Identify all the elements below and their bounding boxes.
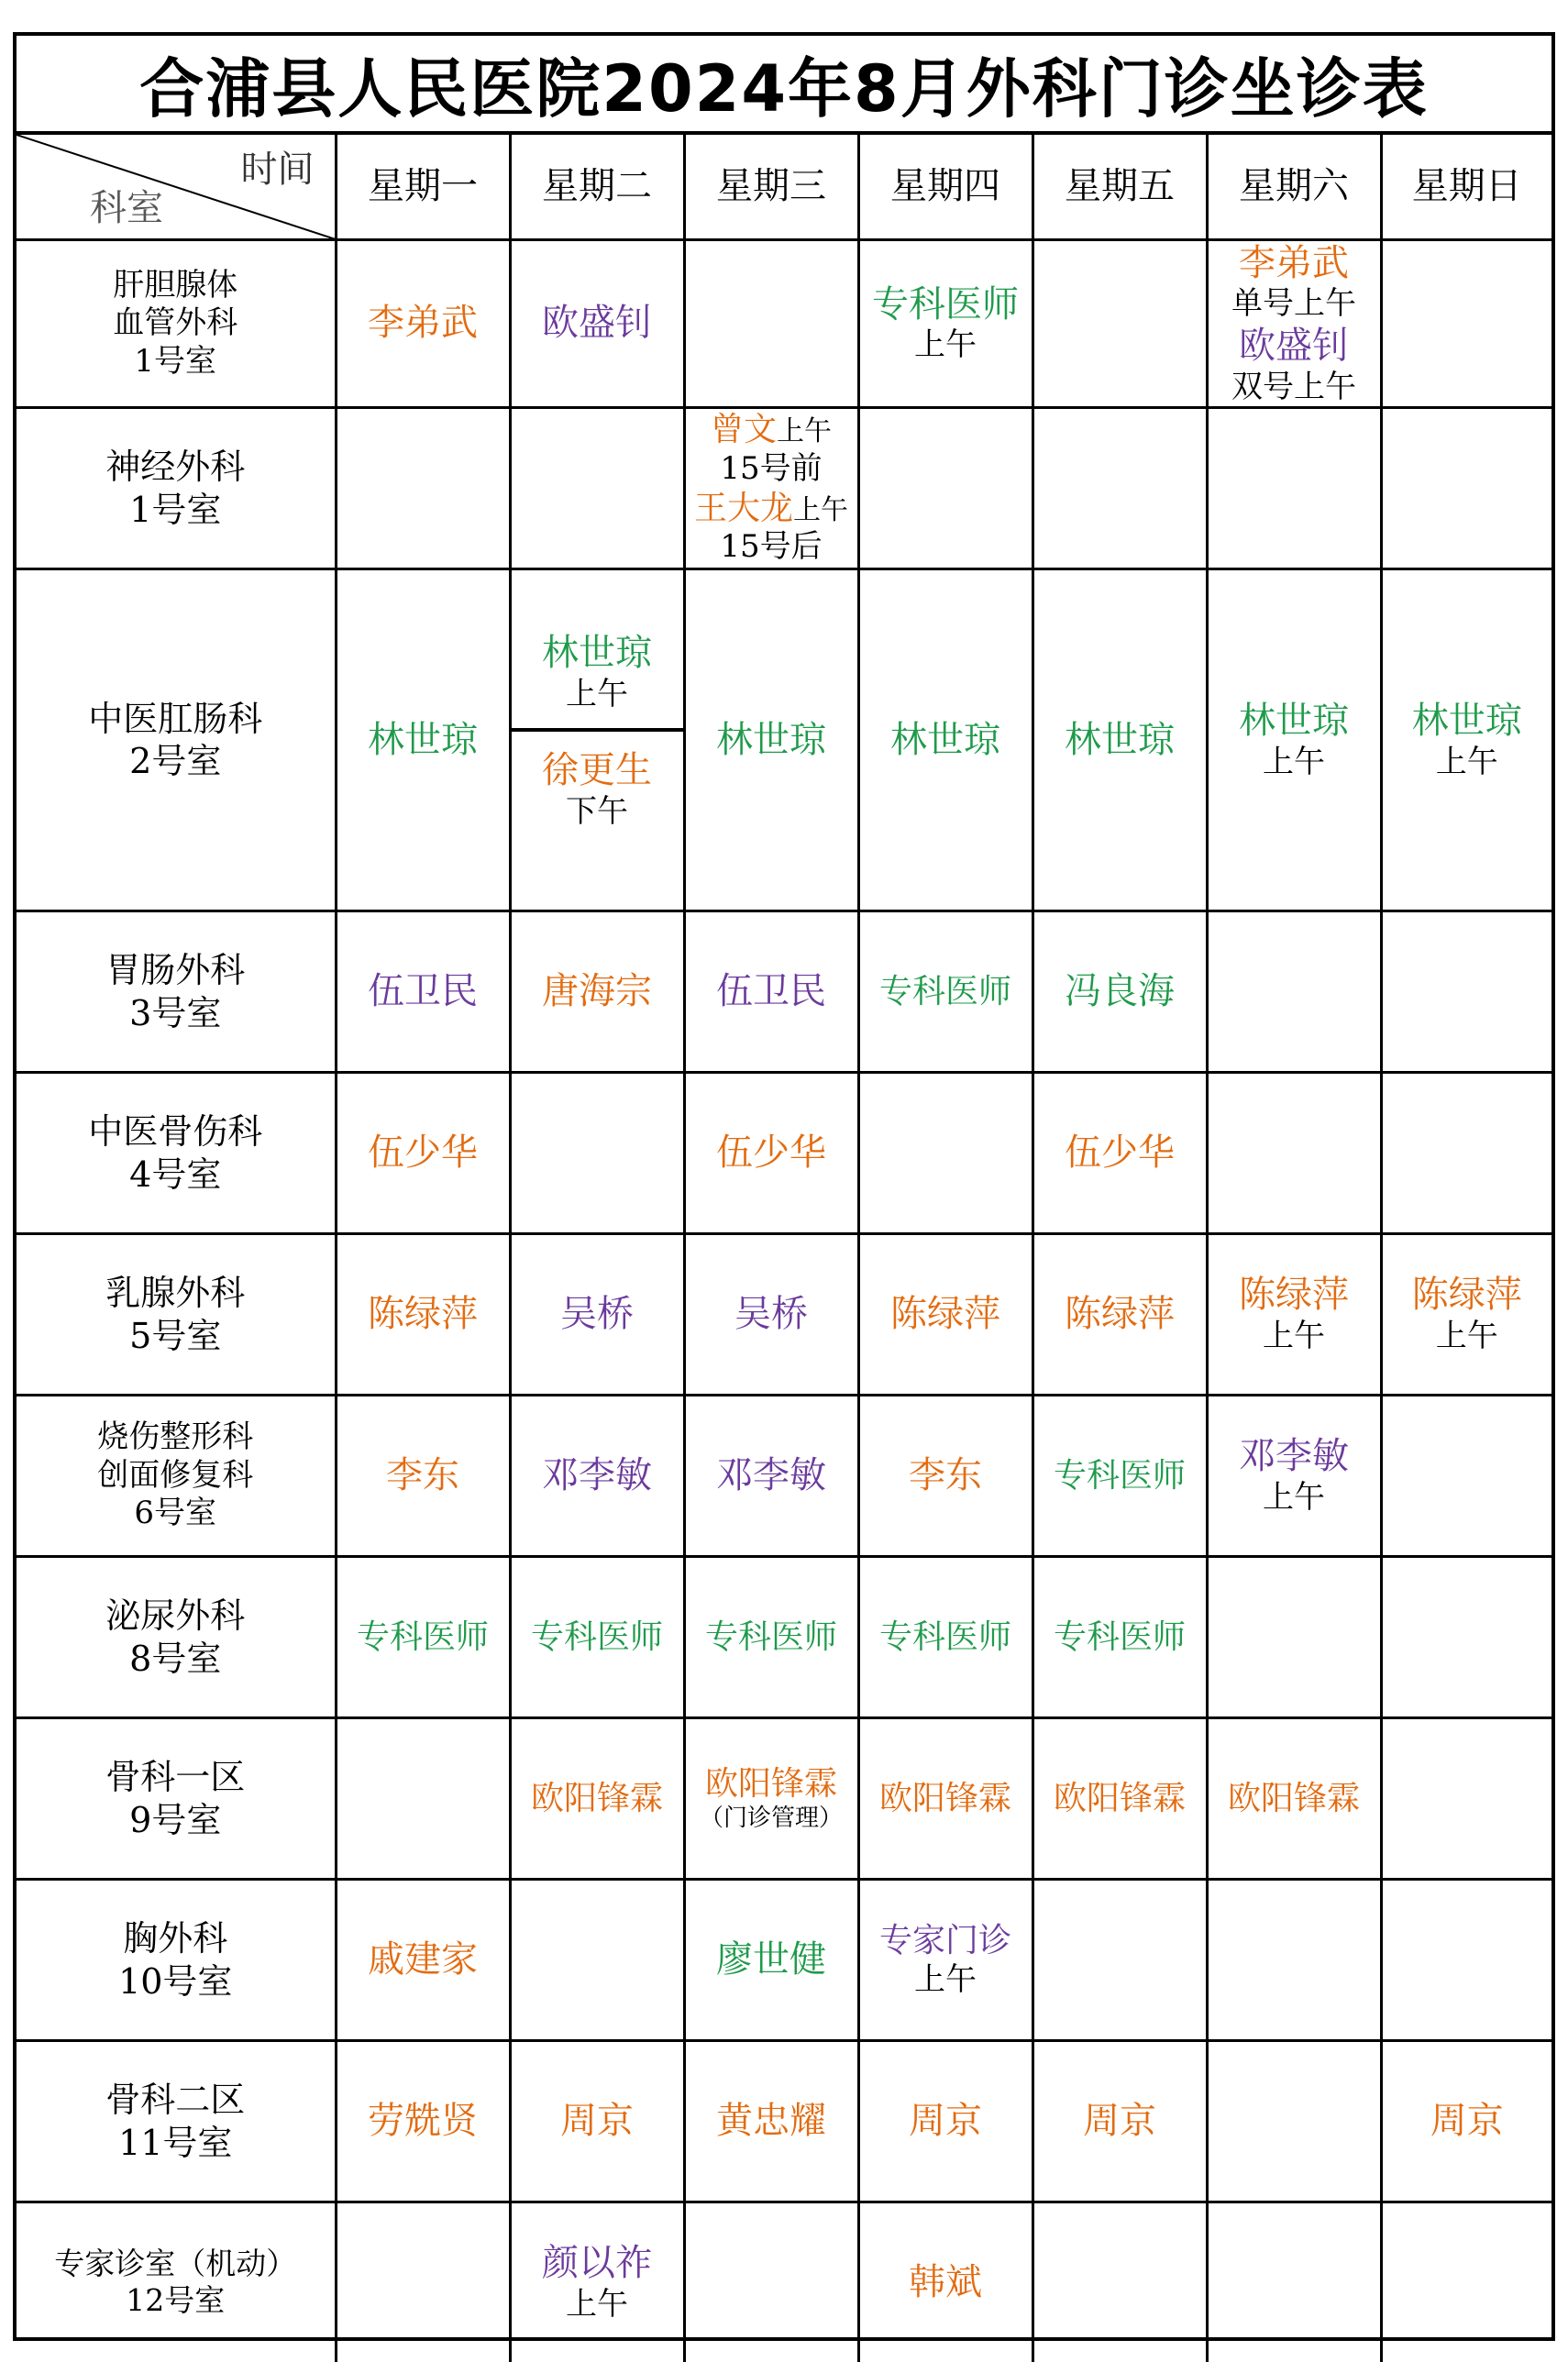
doctor-name-text: 林世琼 [542,631,652,674]
doctor-name [512,2099,683,2144]
doctor-name [860,1453,1032,1498]
department-label: 1号室 [134,342,217,380]
doctor-name-text: 林世琼 [1239,699,1349,742]
doctor-name [686,410,857,450]
schedule-cell [1207,239,1381,408]
schedule-cell [1207,1073,1381,1234]
department-row [17,1718,1551,1880]
department-label: 6号室 [134,1495,217,1532]
schedule-cell [1381,2041,1551,2202]
split-morning [512,570,683,732]
schedule-cell [1381,1396,1551,1557]
doctor-name-text: 唐海宗 [542,970,652,1013]
doctor-name [686,969,857,1014]
doctor-name [860,972,1032,1012]
doctor-name [337,718,509,763]
doctor-name [1034,718,1206,763]
time-note: 上午 [1263,1318,1325,1355]
doctor-name [686,1292,857,1337]
department-label: 中医骨伤科 [88,1111,263,1153]
schedule-cell [1032,1557,1207,1718]
doctor-name [860,282,1032,327]
department-label: 神经外科 [105,447,246,488]
day-header: 星期五 [1032,135,1207,239]
schedule-cell [1207,1880,1381,2041]
schedule-cell [684,911,858,1073]
department-cell [17,1234,336,1396]
doctor-name-text: 伍少华 [716,1131,826,1175]
doctor-name-text: 专科医师 [704,1617,837,1656]
doctor-name-text: 伍少华 [1065,1131,1175,1175]
doctor-name-text: 劳兟贤 [368,2100,478,2143]
doctor-name [686,1764,857,1805]
department-label: 乳腺外科 [105,1273,246,1314]
schedule-cell [336,1073,510,1234]
schedule-cell [336,1718,510,1880]
doctor-name-text: 邓李敏 [1239,1435,1349,1478]
doctor-name [337,1617,509,1658]
doctor-name [512,2241,683,2286]
department-label: 10号室 [118,1960,233,2002]
schedule-cell [684,1396,858,1557]
schedule-cell [684,1718,858,1880]
department-row [17,239,1551,408]
doctor-name-text: 专科医师 [878,1617,1011,1656]
schedule-cell [1207,1234,1381,1396]
time-note: 上午 [1435,1318,1498,1355]
schedule-cell [1032,1718,1207,1880]
doctor-name [686,1453,857,1498]
department-cell [17,1880,336,2041]
doctor-name-text: 邓李敏 [716,1454,826,1497]
schedule-cell [858,911,1032,1073]
schedule-cell [684,2041,858,2202]
schedule-cell [336,569,510,911]
doctor-name [1383,699,1552,744]
department-cell [17,1396,336,1557]
doctor-name [1209,241,1380,286]
schedule-cell [336,239,510,408]
department-label: 胸外科 [123,1918,228,1959]
doctor-name-text: 伍卫民 [368,970,478,1013]
doctor-name [686,1937,857,1982]
schedule-cell [1032,2202,1207,2362]
schedule-sheet [13,32,1555,2341]
schedule-table [17,135,1551,2362]
schedule-cell [858,1073,1032,1234]
schedule-cell [510,1234,684,1396]
time-note: 单号上午 [1231,285,1356,323]
doctor-name-text: 廖世健 [716,1938,826,1981]
doctor-name-text: 陈绿萍 [1239,1274,1349,1317]
schedule-cell [1032,408,1207,569]
doctor-name [1034,1292,1206,1337]
schedule-cell [684,1557,858,1718]
department-label: 11号室 [118,2122,233,2163]
schedule-cell [858,1396,1032,1557]
doctor-name-text: 欧盛钊 [542,302,652,345]
schedule-cell [858,1718,1032,1880]
doctor-name-text: 戚建家 [368,1938,478,1981]
time-note: 上午 [793,493,848,526]
department-row [17,2202,1551,2362]
doctor-name [860,718,1032,763]
schedule-cell [510,2202,684,2362]
time-note: 上午 [1263,743,1325,780]
doctor-name [337,969,509,1014]
schedule-cell [336,1880,510,2041]
doctor-name [1209,699,1380,744]
doctor-name-text: 专科医师 [356,1617,489,1656]
department-label: 胃肠外科 [105,950,246,991]
time-note: 上午 [566,2285,628,2323]
doctor-name [1383,1273,1552,1318]
doctor-name [1209,1434,1380,1479]
schedule-cell [1381,1718,1551,1880]
schedule-cell [684,239,858,408]
department-row [17,1396,1551,1557]
department-label: 骨科一区 [105,1757,246,1798]
schedule-cell [1207,1718,1381,1880]
schedule-cell [1032,1880,1207,2041]
department-row [17,1880,1551,2041]
doctor-name [1034,1617,1206,1658]
schedule-cell [1381,239,1551,408]
schedule-cell [1381,408,1551,569]
doctor-name [1034,2099,1206,2144]
day-header: 星期一 [336,135,510,239]
doctor-name-text: 李弟武 [1239,241,1349,284]
department-label: 专家诊室（机动） [54,2246,297,2282]
schedule-cell [1207,569,1381,911]
doctor-name-text: 曾文 [710,411,777,449]
schedule-cell [336,1234,510,1396]
department-label: 肝胆腺体 [113,266,238,304]
department-label: 创面修复科 [97,1456,254,1494]
doctor-name-text: 李弟武 [368,302,478,345]
schedule-cell [1381,2202,1551,2362]
schedule-cell [1381,1073,1551,1234]
day-header: 星期六 [1207,135,1381,239]
schedule-cell [336,1557,510,1718]
doctor-name-text: 欧阳锋霖 [530,1779,663,1817]
schedule-cell [1207,911,1381,1073]
schedule-cell [1032,1234,1207,1396]
schedule-cell [1032,1073,1207,1234]
schedule-cell [858,239,1032,408]
day-header: 星期三 [684,135,858,239]
doctor-name [1034,969,1206,1014]
schedule-cell [1207,1396,1381,1557]
doctor-name-text: 周京 [1430,2100,1504,2143]
doctor-name-text: 专科医师 [1053,1617,1186,1656]
doctor-name [1034,1456,1206,1496]
schedule-cell [858,408,1032,569]
doctor-name-text: 陈绿萍 [368,1293,478,1336]
department-label: 9号室 [129,1799,222,1840]
schedule-cell [510,1880,684,2041]
schedule-cell [1032,569,1207,911]
department-cell [17,408,336,569]
split-afternoon [512,732,683,910]
schedule-cell [1381,911,1551,1073]
schedule-cell [684,2202,858,2362]
page-title: 合浦县人民医院2024年8月外科门诊坐诊表 [17,36,1551,135]
doctor-name [686,1131,857,1175]
department-row [17,408,1551,569]
schedule-cell [1381,1234,1551,1396]
department-row [17,1234,1551,1396]
doctor-name-text: 周京 [560,2100,634,2143]
doctor-name [1209,1779,1380,1819]
doctor-name-text: 徐更生 [542,749,652,792]
doctor-name-text: 欧阳锋霖 [1053,1779,1186,1817]
department-label: 血管外科 [113,304,238,342]
time-note: 上午 [914,326,977,364]
doctor-name [512,1292,683,1337]
header-room-label: 科室 [90,186,163,229]
department-label: 5号室 [129,1315,222,1356]
day-header: 星期二 [510,135,684,239]
schedule-cell [510,1396,684,1557]
doctor-name-text: 欧盛钊 [1239,324,1349,367]
time-note: 上午 [914,1960,977,1998]
schedule-cell [336,1396,510,1557]
schedule-cell [510,239,684,408]
doctor-name [512,969,683,1014]
doctor-name-text: 林世琼 [1411,699,1522,742]
department-label: 1号室 [129,489,222,530]
doctor-name [1209,1273,1380,1318]
department-row [17,2041,1551,2202]
department-cell [17,1718,336,1880]
schedule-cell [1381,1557,1551,1718]
department-cell [17,239,336,408]
doctor-name-text: 欧阳锋霖 [878,1779,1011,1817]
doctor-name [686,489,857,529]
schedule-cell [684,1234,858,1396]
schedule-cell [684,1880,858,2041]
doctor-name-text: 专科医师 [878,972,1011,1010]
department-row [17,1557,1551,1718]
schedule-cell [1207,408,1381,569]
doctor-name [686,718,857,763]
doctor-name-text: 王大龙 [693,489,793,527]
schedule-cell [336,408,510,569]
schedule-cell [684,569,858,911]
header-corner-cell [17,135,336,239]
doctor-name-text: 伍少华 [368,1131,478,1175]
doctor-name-text: 林世琼 [1065,718,1175,761]
time-note: （门诊管理） [699,1804,843,1832]
department-label: 烧伤整形科 [97,1418,254,1456]
schedule-cell [510,408,684,569]
doctor-name-text: 陈绿萍 [1065,1293,1175,1336]
schedule-cell [510,1557,684,1718]
doctor-name [512,1617,683,1658]
time-note: 下午 [566,792,628,830]
doctor-name [1034,1131,1206,1175]
doctor-name [512,301,683,346]
schedule-cell [858,569,1032,911]
doctor-name-text: 欧阳锋霖 [1227,1779,1360,1817]
department-label: 8号室 [129,1638,222,1679]
department-label: 12号室 [126,2282,226,2319]
department-cell [17,2041,336,2202]
doctor-name-text: 周京 [909,2100,982,2143]
doctor-name [686,1617,857,1658]
doctor-name [1383,2099,1552,2144]
doctor-name [337,1131,509,1175]
doctor-name [337,1292,509,1337]
department-cell [17,1073,336,1234]
doctor-name-text: 黄忠耀 [716,2100,826,2143]
department-label: 骨科二区 [105,2080,246,2121]
day-header: 星期四 [858,135,1032,239]
schedule-cell [1207,1557,1381,1718]
doctor-name-text: 周京 [1083,2100,1156,2143]
header-time-label: 时间 [240,149,315,191]
time-note: 15号前 [720,450,823,488]
doctor-name-text: 欧阳锋霖 [704,1764,837,1803]
doctor-name-text: 吴桥 [734,1293,808,1336]
department-cell [17,569,336,911]
schedule-cell [336,2041,510,2202]
schedule-cell [510,1073,684,1234]
schedule-cell [1381,1880,1551,2041]
doctor-name [860,1292,1032,1337]
doctor-name [860,1779,1032,1819]
doctor-name-text: 颜以祚 [542,2242,652,2285]
schedule-cell [510,2041,684,2202]
doctor-name [860,1921,1032,1961]
department-cell [17,2202,336,2362]
schedule-cell [858,1234,1032,1396]
schedule-cell [684,1073,858,1234]
schedule-cell [684,408,858,569]
time-note: 上午 [1263,1479,1325,1517]
doctor-name-text: 冯良海 [1065,970,1175,1013]
doctor-name [1034,1779,1206,1819]
doctor-name-text: 陈绿萍 [890,1293,1000,1336]
doctor-name [686,2099,857,2144]
doctor-name [337,1453,509,1498]
doctor-name [512,1453,683,1498]
schedule-cell [1381,569,1551,911]
department-row [17,569,1551,911]
time-note: 双号上午 [1231,368,1356,405]
header-row [17,135,1551,239]
doctor-name-text: 李东 [909,1454,982,1497]
time-note: 上午 [1435,743,1498,780]
doctor-name-text: 吴桥 [560,1293,634,1336]
department-cell [17,1557,336,1718]
schedule-cell [510,1718,684,1880]
schedule-cell [1032,1396,1207,1557]
doctor-name-text: 专科医师 [1053,1456,1186,1495]
doctor-name [512,1779,683,1819]
schedule-cell [858,2041,1032,2202]
schedule-cell [1032,2041,1207,2202]
department-cell [17,911,336,1073]
department-row [17,1073,1551,1234]
doctor-name-text: 林世琼 [890,718,1000,761]
schedule-cell [510,911,684,1073]
doctor-name-text: 专科医师 [530,1617,663,1656]
doctor-name-text: 陈绿萍 [1411,1274,1522,1317]
doctor-name [860,1617,1032,1658]
schedule-cell [1207,2041,1381,2202]
doctor-name-text: 专科医师 [872,282,1019,326]
schedule-cell [858,1557,1032,1718]
schedule-cell [336,2202,510,2362]
schedule-cell [858,1880,1032,2041]
department-label: 3号室 [129,992,222,1033]
schedule-cell [336,911,510,1073]
department-label: 2号室 [129,741,222,782]
doctor-name-text: 林世琼 [368,718,478,761]
doctor-name [860,2099,1032,2144]
doctor-name [337,1937,509,1982]
doctor-name [860,2260,1032,2305]
department-label: 4号室 [129,1153,222,1195]
doctor-name [512,748,683,793]
doctor-name-text: 伍卫民 [716,970,826,1013]
time-note: 上午 [777,415,832,448]
department-row [17,911,1551,1073]
day-header: 星期日 [1381,135,1551,239]
doctor-name-text: 邓李敏 [542,1454,652,1497]
schedule-cell [858,2202,1032,2362]
doctor-name-text: 林世琼 [716,718,826,761]
doctor-name [337,2099,509,2144]
doctor-name [1209,324,1380,369]
time-note: 上午 [566,675,628,712]
doctor-name-text: 李东 [386,1454,459,1497]
doctor-name-text: 专家门诊 [878,1921,1011,1959]
doctor-name [337,301,509,346]
schedule-cell [1032,239,1207,408]
department-label: 泌尿外科 [105,1595,246,1637]
schedule-cell [1207,2202,1381,2362]
doctor-name [512,631,683,676]
schedule-cell [510,569,684,911]
time-note: 15号后 [720,528,823,566]
schedule-cell [1032,911,1207,1073]
doctor-name-text: 韩斌 [909,2260,982,2303]
department-label: 中医肛肠科 [88,698,263,739]
